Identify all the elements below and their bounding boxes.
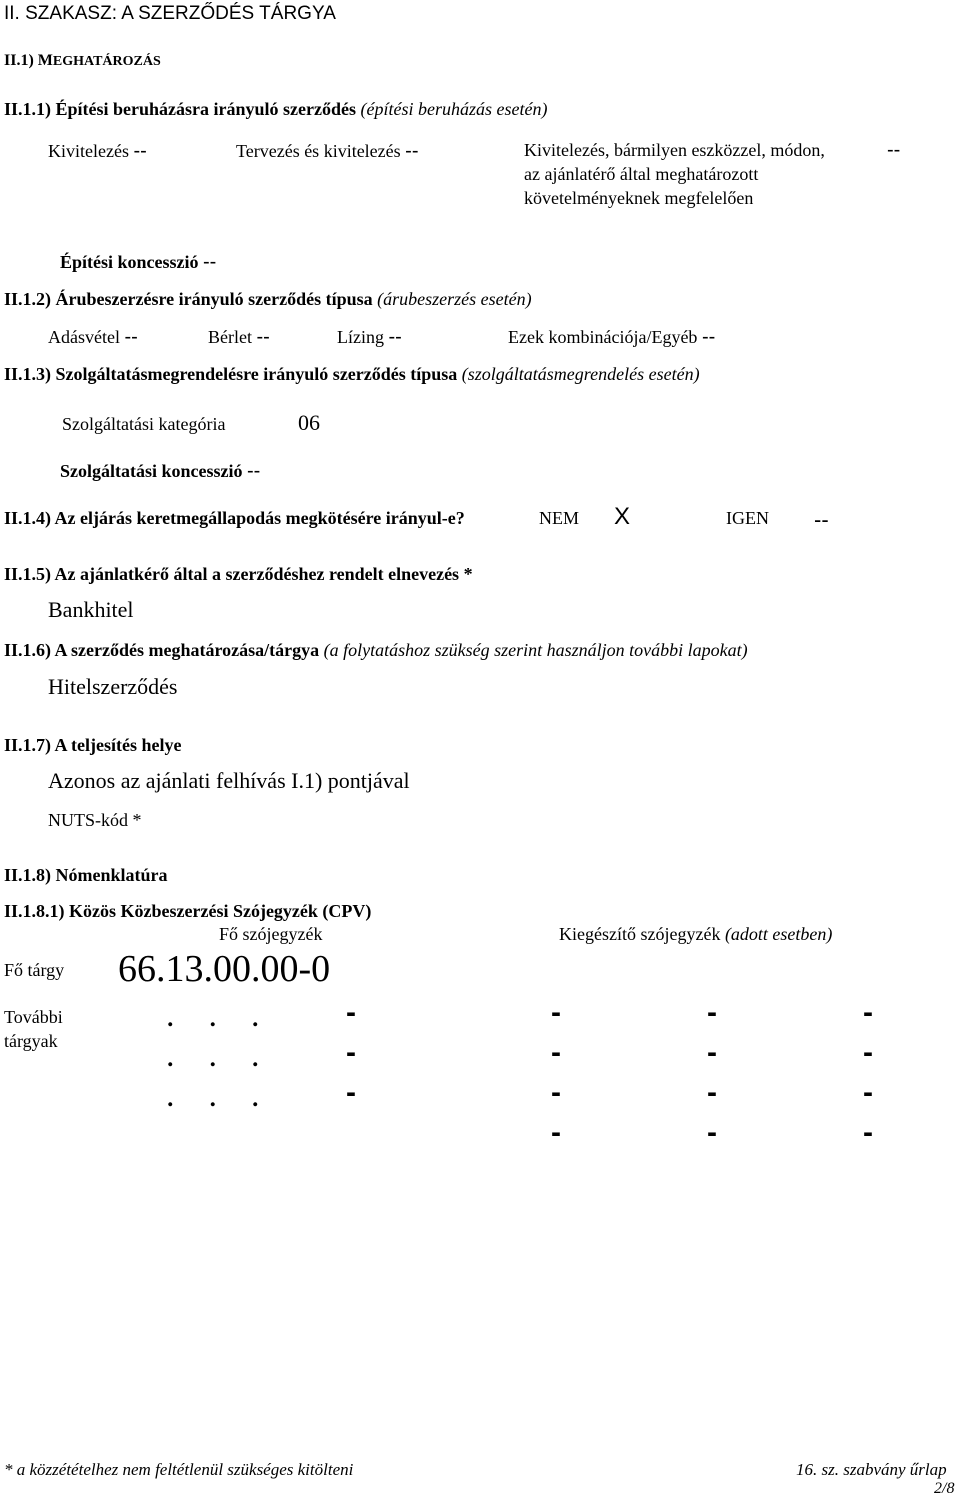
cpv-additional-2-main[interactable]: -	[346, 1036, 356, 1069]
cpv-additional-label-1: További	[4, 1007, 63, 1027]
ii11-option-3-line3: követelményeknek megfelelően	[524, 188, 754, 208]
ii14-yes-label: IGEN	[726, 508, 769, 528]
cpv-supp-vocab-header: Kiegészítő szójegyzék (adott esetben)	[559, 924, 833, 944]
ii12-heading: II.1.2) Árubeszerzésre irányuló szerződés típusa (árubeszerzés esetén)	[4, 289, 532, 309]
ii12-option-lizing: Lízing --	[337, 326, 402, 348]
cpv-additional-label-2: tárgyak	[4, 1031, 58, 1051]
ii17-nuts-label: NUTS-kód *	[48, 810, 142, 830]
cpv-supp-row2-1[interactable]: -	[551, 1036, 561, 1069]
ii11-concession-mark[interactable]: --	[203, 251, 217, 273]
cpv-supp-main-1[interactable]: -	[551, 996, 561, 1029]
ii14-no-label: NEM	[539, 508, 579, 528]
ii13-concession-mark[interactable]: --	[247, 460, 261, 482]
ii14-no-mark[interactable]: X	[614, 503, 631, 530]
ii12-option-berlet-mark[interactable]: --	[256, 326, 270, 348]
ii13-heading: II.1.3) Szolgáltatásmegrendelésre irányuló szerződés típusa (szolgáltatásmegrendelés esetén)	[4, 364, 700, 384]
ii11-option-3-line2: az ajánlatérő által meghatározott	[524, 164, 759, 184]
footer-form-name: 16. sz. szabvány űrlap	[796, 1460, 947, 1479]
ii12-option-lizing-mark[interactable]: --	[388, 326, 402, 348]
ii13-category-value[interactable]: 06	[298, 410, 320, 435]
ii12-option-adasvetel: Adásvétel --	[48, 326, 138, 348]
cpv-supp-row3-2[interactable]: -	[707, 1076, 717, 1109]
cpv-additional-1-dots: . . .	[166, 997, 260, 1034]
ii12-option-egyeb-mark[interactable]: --	[701, 326, 716, 348]
cpv-supp-row4-3[interactable]: -	[863, 1116, 873, 1149]
ii11-option-tervezes: Tervezés és kivitelezés --	[236, 140, 419, 162]
ii18-heading: II.1.8) Nómenklatúra	[4, 865, 168, 885]
cpv-supp-row3-1[interactable]: -	[551, 1076, 561, 1109]
ii17-heading: II.1.7) A teljesítés helye	[4, 735, 182, 755]
cpv-supp-main-2[interactable]: -	[707, 996, 717, 1029]
subsection-title: II.1) MEGHATÁROZÁS	[4, 52, 161, 69]
ii11-heading: II.1.1) Építési beruházásra irányuló szerződés (építési beruházás esetén)	[4, 99, 548, 119]
cpv-supp-row2-2[interactable]: -	[707, 1036, 717, 1069]
ii12-option-egyeb: Ezek kombinációja/Egyéb --	[508, 326, 716, 348]
cpv-additional-1-main[interactable]: -	[346, 996, 356, 1029]
ii16-heading: II.1.6) A szerződés meghatározása/tárgya (a folytatáshoz szükség szerint használjon további lapokat)	[4, 640, 748, 660]
cpv-main-vocab-header: Fő szójegyzék	[219, 924, 323, 944]
cpv-additional-2-dots: . . .	[166, 1037, 260, 1074]
cpv-supp-row3-3[interactable]: -	[863, 1076, 873, 1109]
ii14-heading: II.1.4) Az eljárás keretmegállapodás megkötésére irányul-e?	[4, 508, 465, 528]
ii11-option-3-line1: Kivitelezés, bármilyen eszközzel, módon,	[524, 140, 825, 160]
ii13-category-label: Szolgáltatási kategória	[62, 414, 226, 434]
cpv-additional-3-main[interactable]: -	[346, 1076, 356, 1109]
footer-note: * a közzétételhez nem feltétlenül szükséges kitölteni	[4, 1460, 354, 1479]
page-number: 2/8	[934, 1480, 955, 1497]
cpv-supp-row4-2[interactable]: -	[707, 1116, 717, 1149]
ii181-heading: II.1.8.1) Közös Közbeszerzési Szójegyzék (CPV)	[4, 901, 372, 921]
cpv-main-object-label: Fő tárgy	[4, 960, 65, 980]
ii17-value[interactable]: Azonos az ajánlati felhívás I.1) pontjával	[48, 768, 410, 793]
ii11-option-3-mark[interactable]: --	[887, 139, 901, 161]
ii11-option-tervezes-mark[interactable]: --	[405, 140, 419, 162]
ii15-value[interactable]: Bankhitel	[48, 597, 134, 622]
ii14-yes-mark[interactable]: --	[814, 507, 829, 532]
cpv-main-object-code[interactable]: 66.13.00.00-0	[118, 948, 331, 990]
ii11-option-kivitelezes-mark[interactable]: --	[133, 140, 147, 162]
ii12-option-adasvetel-mark[interactable]: --	[124, 326, 138, 348]
cpv-supp-row4-1[interactable]: -	[551, 1116, 561, 1149]
ii11-concession: Építési koncesszió --	[60, 251, 217, 273]
ii16-value[interactable]: Hitelszerződés	[48, 674, 178, 699]
ii13-concession: Szolgáltatási koncesszió --	[60, 460, 261, 482]
cpv-additional-3-dots: . . .	[166, 1077, 260, 1114]
ii15-heading: II.1.5) Az ajánlatkérő által a szerződéshez rendelt elnevezés *	[4, 564, 473, 584]
ii12-option-berlet: Bérlet --	[208, 326, 270, 348]
ii11-option-kivitelezes: Kivitelezés --	[48, 140, 147, 162]
cpv-supp-main-3[interactable]: -	[863, 996, 873, 1029]
section-title: II. SZAKASZ: A SZERZŐDÉS TÁRGYA	[4, 3, 336, 24]
cpv-supp-row2-3[interactable]: -	[863, 1036, 873, 1069]
